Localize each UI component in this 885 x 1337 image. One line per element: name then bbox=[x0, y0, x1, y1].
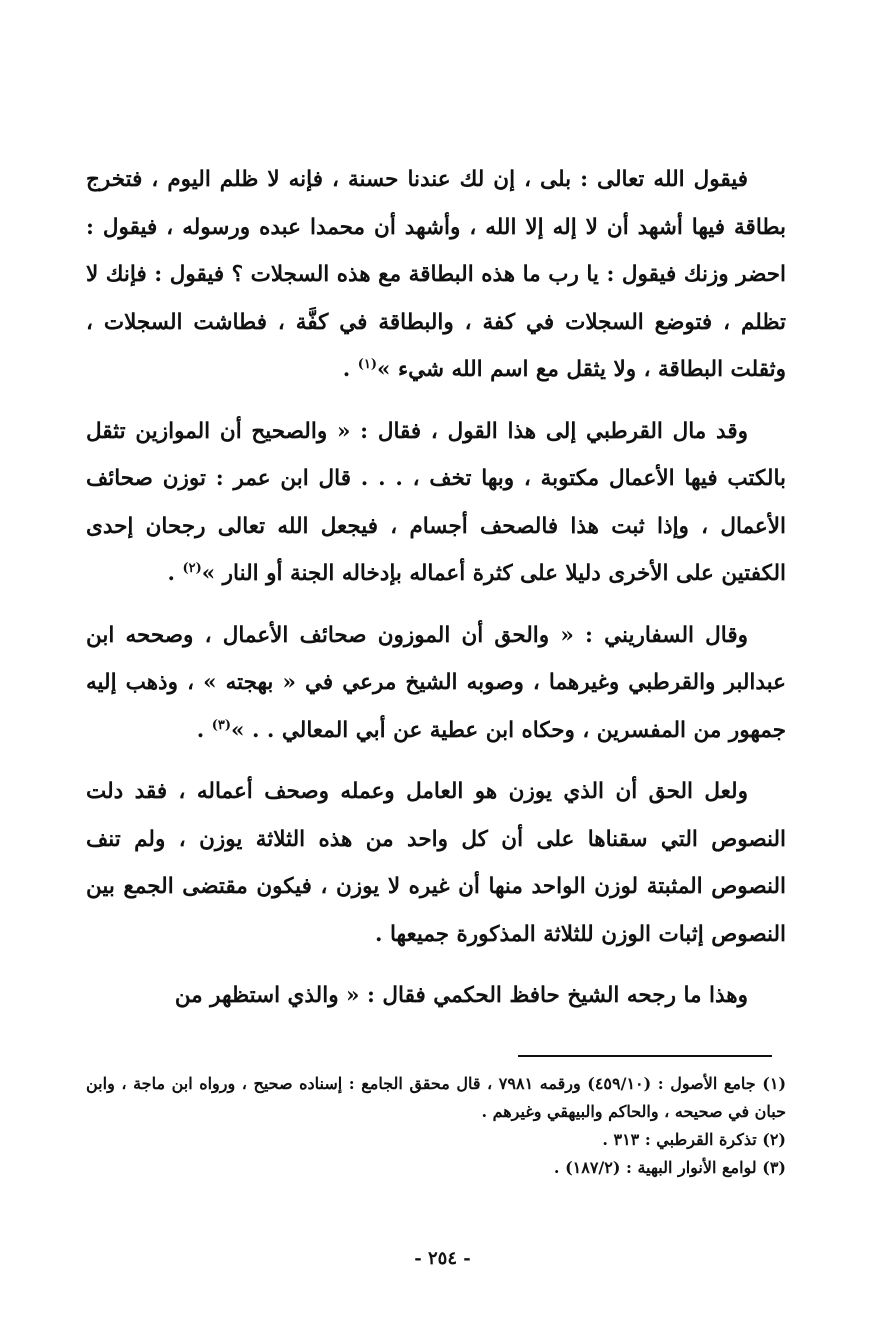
footnote-ref-2[interactable]: (٢) bbox=[182, 561, 202, 576]
paragraph-3 bbox=[86, 612, 786, 755]
main-text bbox=[86, 156, 786, 1034]
footnotes bbox=[86, 1070, 786, 1182]
footnote-ref-3[interactable]: (٣) bbox=[211, 717, 232, 733]
paragraph-4-text: ولعل الحق أن الذي يوزن هو العامل وعمله وصحف أعماله ، فقد دلت النصوص التي سقناها على أن كل واحد من هذه الثلاثة يوزن ، ولم تنف النصوص المثبتة لوزن الواحد منها أن غيره لا يوزن ، فيكون مقتضى الجمع بين النصوص إثبات الوزن للثلاثة المذكورة جميعها . bbox=[86, 779, 786, 947]
footnote-1: (١) جامع الأصول : (٤٥٩/١٠) ورقمه ٧٩٨١ ، قال محقق الجامع : إسناده صحيح ، ورواه ابن ماجة ، وابن حبان في صحيحه ، والحاكم والبيهقي وغيرهم . bbox=[86, 1074, 787, 1121]
paragraph-1 bbox=[86, 156, 786, 394]
paragraph-4 bbox=[86, 768, 786, 958]
footnote-divider bbox=[518, 1055, 772, 1057]
paragraph-2-text: وقد مال القرطبي إلى هذا القول ، فقال : « والصحيح أن الموازين تثقل بالكتب فيها الأعمال مكتوبة ، وبها تخف ، . . . قال ابن عمر : توزن صحائف الأعمال ، وإذا ثبت هذا فالصحف أجسام ، فيجعل الله تعالى رجحان إحدى الكفتين على الأخرى دليلا على كثرة أعماله بإدخاله الجنة أو النار » bbox=[86, 418, 786, 586]
paragraph-5-text: وهذا ما رجحه الشيخ حافظ الحكمي فقال : « والذي استظهر من bbox=[174, 983, 748, 1008]
paragraph-1-text: فيقول الله تعالى : بلى ، إن لك عندنا حسنة ، فإنه لا ظلم اليوم ، فتخرج بطاقة فيها أشهد أن لا إله إلا الله ، وأشهد أن محمدا عبده ورسوله ، فيقول : احضر وزنك فيقول : يا رب ما هذه البطاقة مع هذه السجلات ؟ فيقول : فإنك لا تظلم ، فتوضع السجلات في كفة ، والبطاقة في كفَّة ، فطاشت السجلات ، وثقلت البطاقة ، ولا يثقل مع اسم الله شيء » bbox=[86, 167, 786, 382]
paragraph-5 bbox=[86, 972, 786, 1020]
footnote-ref-1[interactable]: (١) bbox=[357, 357, 378, 372]
paragraph-1-tail: . bbox=[342, 357, 358, 382]
paragraph-2 bbox=[86, 408, 786, 598]
paragraph-3-tail: . bbox=[196, 717, 212, 743]
paragraph-3-text: وقال السفاريني : « والحق أن الموزون صحائف الأعمال ، وصححه ابن عبدالبر والقرطبي وغيرهما ، وصوبه الشيخ مرعي في « بهجته » ، وذهب إليه جمهور من المفسرين ، وحكاه ابن عطية عن أبي المعالي . . » bbox=[86, 622, 786, 743]
footnote-2: (٢) تذكرة القرطبي : ٣١٣ . bbox=[602, 1130, 786, 1149]
paragraph-2-tail: . bbox=[167, 561, 183, 586]
page-number: - ٢٥٤ - bbox=[414, 1248, 471, 1269]
footnote-3: (٣) لوامع الأنوار البهية : (١٨٧/٢) . bbox=[553, 1158, 786, 1177]
